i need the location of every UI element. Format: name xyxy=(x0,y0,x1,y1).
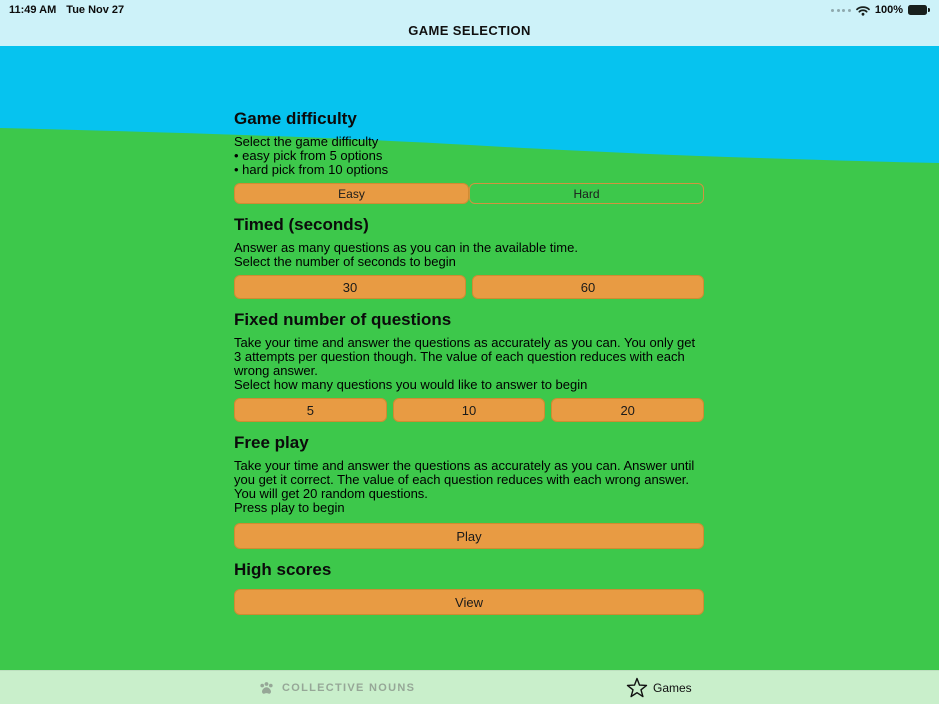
timed-60-button[interactable]: 60 xyxy=(472,275,704,299)
tab-label-collective-nouns: COLLECTIVE NOUNS xyxy=(282,682,416,694)
difficulty-option-hard[interactable]: Hard xyxy=(469,183,704,204)
free-play-description-paragraph: Take your time and answer the questions as accurately as you can. Answer until you get it correct. The value of each question reduces with each wrong answer. xyxy=(234,458,695,487)
free-play-description-line: You will get 20 random questions. xyxy=(234,486,428,501)
fixed-description-line: Select how many questions you would like to answer to begin xyxy=(234,377,588,392)
section-game-difficulty xyxy=(234,108,704,204)
star-icon xyxy=(626,677,648,699)
status-time: 11:49 AM xyxy=(9,4,57,16)
section-timed xyxy=(234,214,704,299)
cellular-signal-icon xyxy=(831,9,851,12)
content-column xyxy=(234,108,704,615)
difficulty-option-easy[interactable]: Easy xyxy=(234,183,469,204)
timed-description-line: Answer as many questions as you can in the available time. xyxy=(234,240,578,255)
page-title: GAME SELECTION xyxy=(408,23,531,38)
questions-5-button[interactable]: 5 xyxy=(234,398,387,422)
questions-20-button[interactable]: 20 xyxy=(551,398,704,422)
play-button[interactable]: Play xyxy=(234,523,704,549)
difficulty-description-line: • easy pick from 5 options xyxy=(234,148,383,163)
tab-games[interactable] xyxy=(626,671,692,704)
section-free-play xyxy=(234,432,704,549)
difficulty-description-line: • hard pick from 10 options xyxy=(234,162,389,177)
status-bar xyxy=(0,0,939,20)
timed-description-line: Select the number of seconds to begin xyxy=(234,254,456,269)
difficulty-segmented-control xyxy=(234,183,704,204)
difficulty-description-line: Select the game difficulty xyxy=(234,134,379,149)
section-fixed-questions xyxy=(234,309,704,422)
section-heading: Timed (seconds) xyxy=(234,215,369,234)
section-heading: Fixed number of questions xyxy=(234,310,452,329)
battery-icon xyxy=(908,5,930,15)
tab-collective-nouns[interactable] xyxy=(258,671,415,704)
section-heading: Game difficulty xyxy=(234,109,357,128)
tab-bar xyxy=(0,670,939,704)
section-heading: Free play xyxy=(234,433,309,452)
section-heading: High scores xyxy=(234,560,332,579)
top-bar xyxy=(0,0,939,46)
view-high-scores-button[interactable]: View xyxy=(234,589,704,615)
tab-label-games: Games xyxy=(653,681,692,695)
wifi-icon xyxy=(856,5,870,16)
battery-percent: 100% xyxy=(874,4,903,16)
fixed-description-paragraph: Take your time and answer the questions as accurately as you can. You only get 3 attempts per question though. The value of each question reduces with each wrong answer. xyxy=(234,335,696,378)
status-date: Tue Nov 27 xyxy=(66,4,125,16)
timed-30-button[interactable]: 30 xyxy=(234,275,466,299)
free-play-description-line: Press play to begin xyxy=(234,500,345,515)
section-high-scores xyxy=(234,559,704,615)
paw-icon xyxy=(258,681,275,696)
questions-10-button[interactable]: 10 xyxy=(393,398,546,422)
